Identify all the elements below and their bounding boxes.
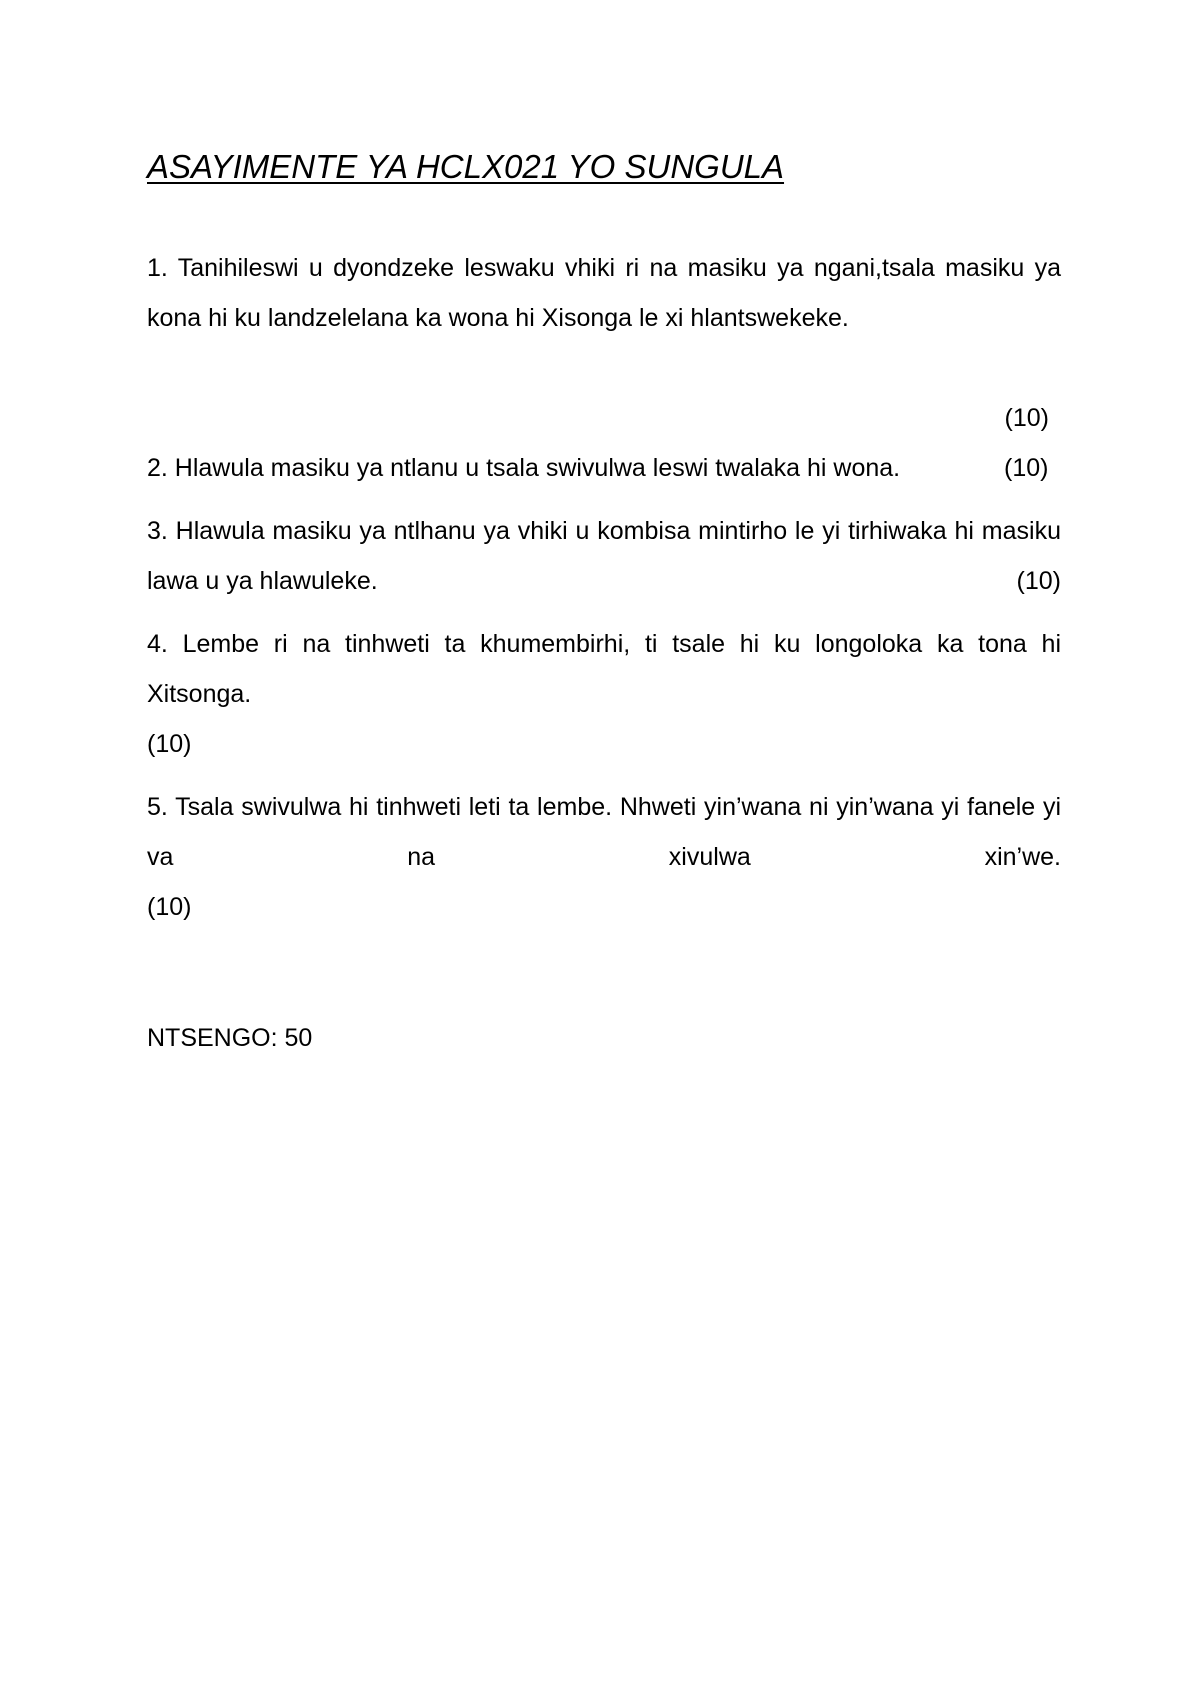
question-5-text: 5. Tsala swivulwa hi tinhweti leti ta lembe. Nhweti yin’wana ni yin’wana yi fanele yi va na xivulwa xin’we.: [147, 793, 1061, 871]
document-title: ASAYIMENTE YA HCLX021 YO SUNGULA: [147, 148, 785, 185]
question-2-marks: (10): [1004, 454, 1049, 482]
question-2-text: 2. Hlawula masiku ya ntlanu u tsala swivulwa leswi twalaka hi wona.: [147, 454, 901, 482]
question-3-text: 3. Hlawula masiku ya ntlhanu ya vhiki u kombisa mintirho le yi tirhiwaka hi masiku lawa u ya hlawuleke.: [147, 517, 1061, 595]
question-4-marks: (10): [147, 730, 192, 758]
question-1-text: 1. Tanihileswi u dyondzeke leswaku vhiki ri na masiku ya ngani,tsala masiku ya kona hi ku landzelelana ka wona hi Xisonga le xi hlantswekeke.: [147, 254, 1061, 332]
question-1-marks: (10): [1004, 404, 1049, 432]
question-3-marks: (10): [1016, 567, 1061, 595]
question-4-text: 4. Lembe ri na tinhweti ta khumembirhi, ti tsale hi ku longoloka ka tona hi Xitsonga.: [147, 630, 1061, 708]
total-marks: NTSENGO: 50: [147, 1024, 313, 1052]
question-5-marks: (10): [147, 893, 192, 921]
